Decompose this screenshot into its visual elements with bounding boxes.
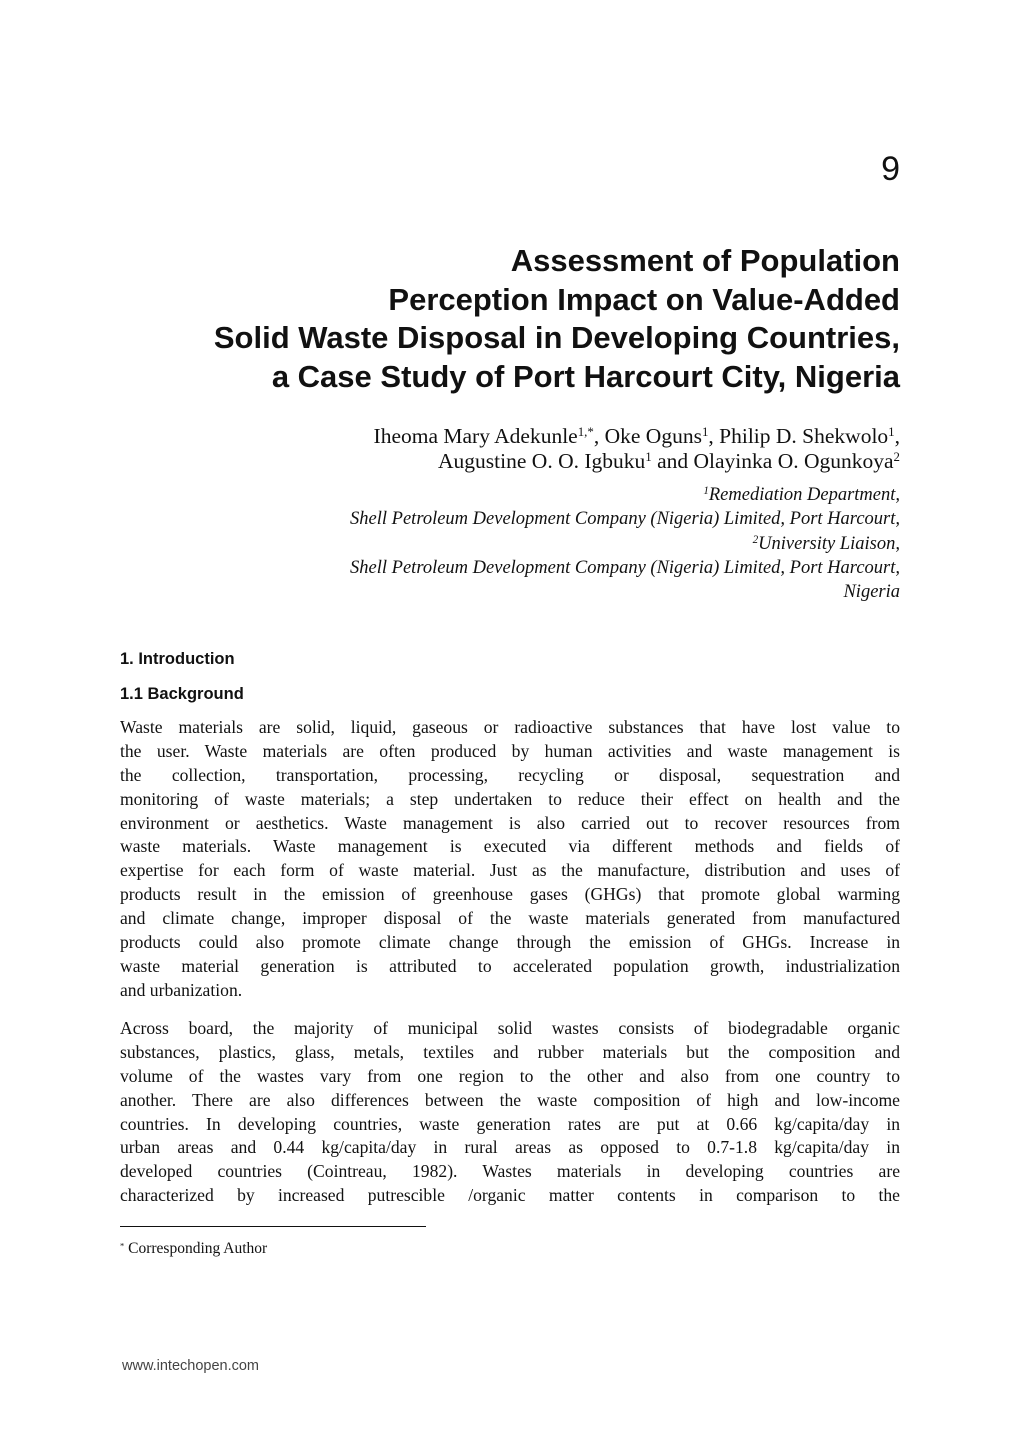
author-name: Oke Oguns bbox=[604, 424, 702, 448]
author-affiliation-mark: 1 bbox=[701, 424, 709, 439]
affiliations bbox=[350, 483, 900, 604]
paragraph-line: monitoring of waste materials; a step undertaken to reduce their effect on health and the bbox=[120, 788, 900, 809]
author-affiliation-mark: 1 bbox=[645, 449, 652, 464]
affiliation-text: Shell Petroleum Development Company (Nigeria) Limited, Port Harcourt, bbox=[350, 557, 900, 578]
paragraph-line: developed countries (Cointreau, 1982). Wastes materials in developing countries are bbox=[120, 1161, 900, 1182]
chapter-title bbox=[100, 242, 900, 396]
paragraph-line: countries. In developing countries, waste generation rates are put at 0.66 kg/capita/day in bbox=[120, 1113, 900, 1134]
paragraph-line: and urbanization. bbox=[120, 979, 243, 1000]
affiliation-text: Nigeria bbox=[843, 582, 900, 603]
paragraph-line: Waste materials are solid, liquid, gaseous or radioactive substances that have lost value to bbox=[120, 717, 900, 737]
paragraph-line: waste material generation is attributed to accelerated population growth, industrialization bbox=[120, 955, 900, 976]
paragraph-line: another. There are also differences between the waste composition of high and low-income bbox=[120, 1089, 900, 1110]
paragraph-line: environment or aesthetics. Waste management is also carried out to recover resources from bbox=[120, 812, 900, 833]
author-affiliation-mark: 2 bbox=[893, 449, 900, 464]
author-affiliation-mark: 1 bbox=[888, 424, 895, 439]
paragraph-line: Across board, the majority of municipal solid wastes consists of biodegradable organic bbox=[120, 1018, 900, 1038]
title-line: a Case Study of Port Harcourt City, Nigeria bbox=[271, 358, 900, 394]
footnote-marker: * bbox=[120, 1240, 125, 1251]
affiliation-line bbox=[350, 507, 900, 531]
title-line: Assessment of Population bbox=[510, 243, 900, 278]
author-name: Philip D. Shekwolo bbox=[719, 424, 889, 448]
paragraph-line: volume of the wastes vary from one region to the other and also from one country to bbox=[120, 1065, 900, 1086]
paragraph-line: the collection, transportation, processing, recycling or disposal, sequestration and bbox=[120, 764, 900, 785]
paragraph-line: products could also promote climate change through the emission of GHGs. Increase in bbox=[120, 932, 900, 953]
affiliation-line bbox=[350, 580, 900, 604]
section-heading: 1. Introduction bbox=[120, 650, 235, 668]
author-name: Olayinka O. Ogunkoya bbox=[693, 448, 894, 473]
author-name: Augustine O. O. Igbuku bbox=[438, 448, 646, 473]
paragraph-line: the user. Waste materials are often produced by human activities and waste management is bbox=[120, 740, 900, 761]
footer-url: www.intechopen.com bbox=[122, 1358, 260, 1374]
affiliation-mark: 2 bbox=[752, 533, 759, 546]
author-name: Iheoma Mary Adekunle bbox=[373, 424, 578, 448]
author-separator: , bbox=[894, 424, 900, 448]
author-separator: and bbox=[651, 448, 694, 473]
body-paragraph bbox=[120, 716, 900, 1003]
affiliation-mark: 1 bbox=[703, 484, 709, 497]
author-line-2 bbox=[374, 449, 900, 474]
paragraph-line: characterized by increased putrescible /organic matter contents in comparison to the bbox=[120, 1185, 900, 1206]
paragraph-line: expertise for each form of waste material. Just as the manufacture, distribution and uses of bbox=[120, 860, 900, 881]
paragraph-line: urban areas and 0.44 kg/capita/day in rural areas as opposed to 0.7-1.8 kg/capita/day in bbox=[120, 1137, 900, 1158]
author-separator: , bbox=[593, 424, 605, 448]
subsection-heading: 1.1 Background bbox=[120, 685, 244, 703]
footnote-rule bbox=[120, 1226, 426, 1227]
affiliation-text: Shell Petroleum Development Company (Nigeria) Limited, Port Harcourt, bbox=[350, 509, 900, 530]
paragraph-line: products result in the emission of greenhouse gases (GHGs) that promote global warming bbox=[120, 884, 900, 905]
footnote-text: Corresponding Author bbox=[128, 1240, 268, 1257]
author-affiliation-mark: 1,* bbox=[577, 424, 594, 439]
paragraph-line: substances, plastics, glass, metals, textiles and rubber materials but the composition and bbox=[120, 1041, 900, 1062]
affiliation-line bbox=[350, 556, 900, 580]
footnote bbox=[120, 1240, 267, 1258]
body-paragraph bbox=[120, 1017, 900, 1208]
paragraph-line: waste materials. Waste management is executed via different methods and fields of bbox=[120, 836, 900, 857]
author-separator: , bbox=[708, 424, 720, 448]
title-line: Perception Impact on Value-Added bbox=[388, 281, 900, 317]
author-line-1 bbox=[374, 424, 900, 449]
paragraph-line: and climate change, improper disposal of the waste materials generated from manufactured bbox=[120, 908, 900, 929]
affiliation-text: University Liaison, bbox=[758, 533, 900, 554]
affiliation-line bbox=[350, 532, 900, 556]
chapter-number: 9 bbox=[881, 150, 900, 188]
title-line: Solid Waste Disposal in Developing Countries, bbox=[213, 320, 900, 355]
affiliation-text: Remediation Department, bbox=[708, 485, 900, 505]
affiliation-line bbox=[350, 483, 900, 507]
author-list bbox=[374, 424, 900, 473]
